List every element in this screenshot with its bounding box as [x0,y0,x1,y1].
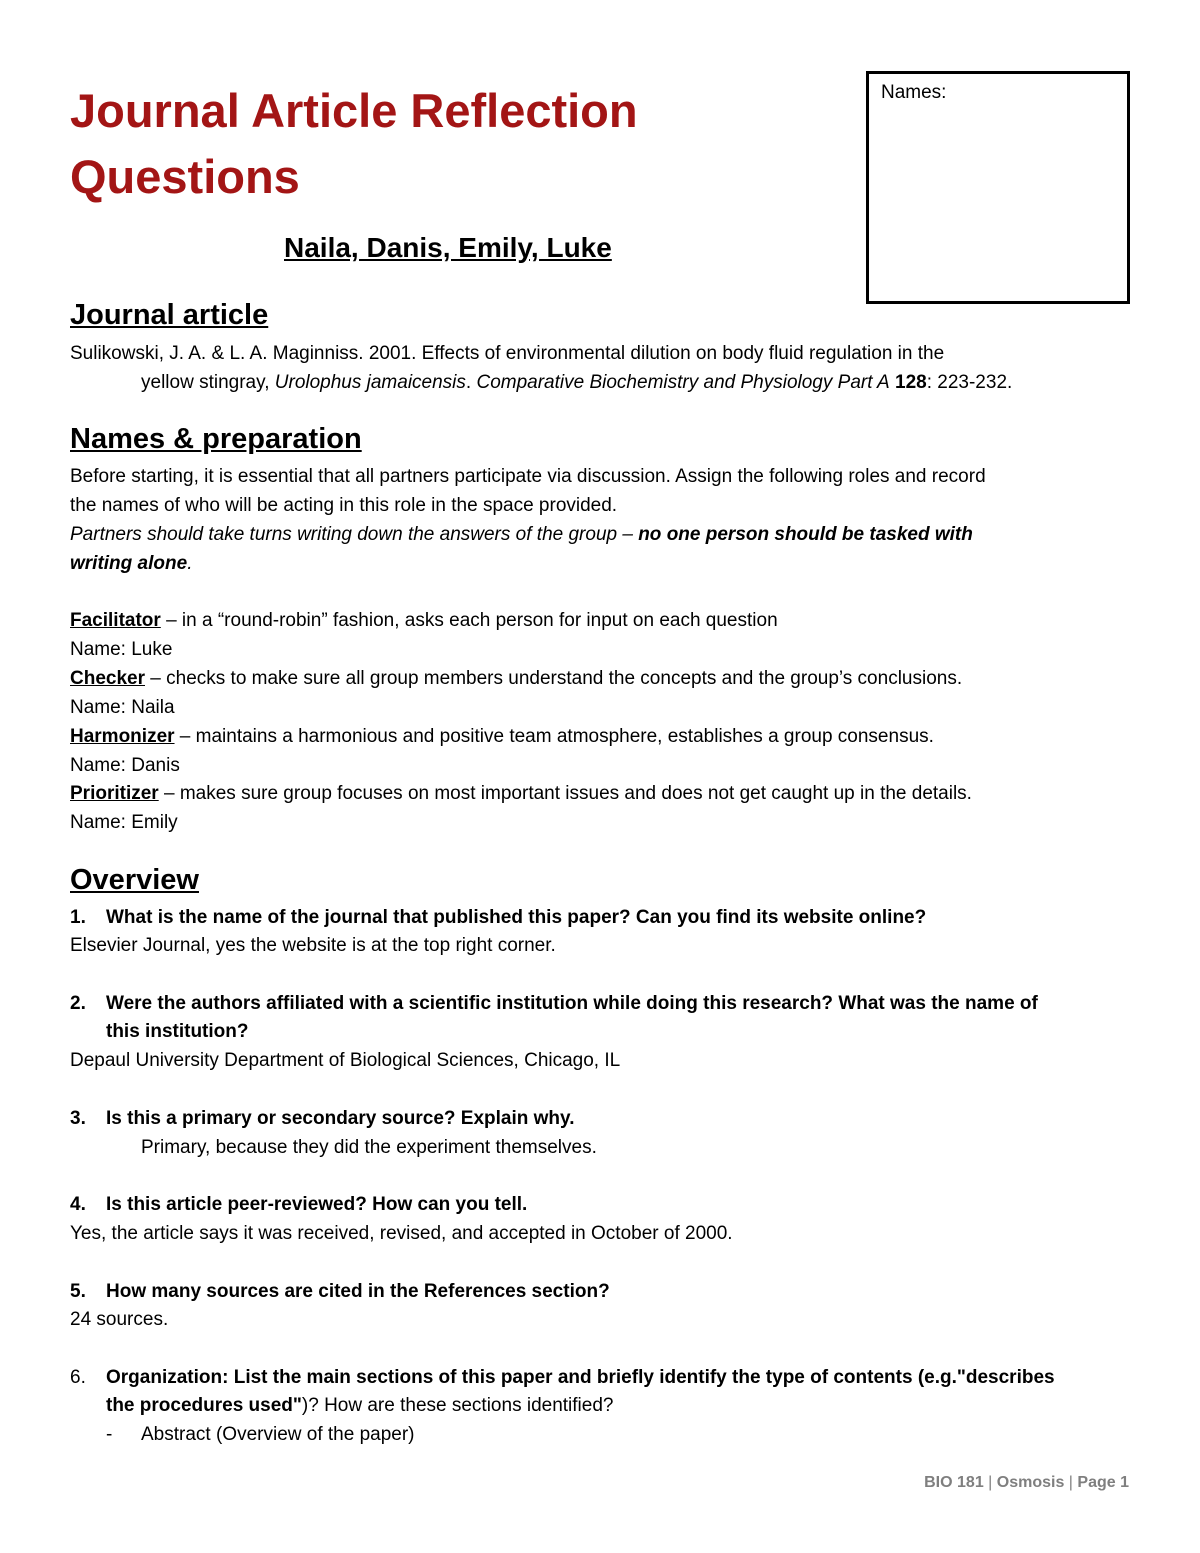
role-desc: – checks to make sure all group members understand the concepts and the group’s conclusions. [145,668,963,689]
note-line-2 [70,549,192,578]
note-end: . [187,553,193,574]
citation-prefix: yellow stingray, [141,372,275,393]
question-text: Were the authors affiliated with a scientific institution while doing this research? What was the name of [106,993,1038,1014]
footer-sep: | [983,1474,997,1491]
question-text: Organization: List the main sections of this paper and briefly identify the type of contents (e.g."describes [106,1367,1055,1388]
answer-text: Yes, the article says it was received, revised, and accepted in October of 2000. [70,1223,733,1244]
note-line-1 [70,520,973,549]
group-names: Naila, Danis, Emily, Luke [284,232,612,263]
answer-text: Primary, because they did the experiment themselves. [141,1137,597,1158]
role-prioritizer [70,779,972,808]
answer-text: Depaul University Department of Biological Sciences, Chicago, IL [70,1050,621,1071]
question-number: 5. [70,1281,86,1302]
question-number: 1. [70,907,86,928]
citation-volume: 128 [895,372,927,393]
title-line-1: Journal Article Reflection [70,84,638,137]
role-label: Facilitator [70,610,161,631]
role-desc: – makes sure group focuses on most important issues and does not get caught up in the details. [158,783,972,804]
intro-line-2: the names of who will be acting in this role in the space provided. [70,495,618,516]
names-box-label: Names: [881,82,947,103]
names-preparation-heading: Names & preparation [70,423,362,455]
title-line-2: Questions [70,150,300,203]
footer-topic: Osmosis [996,1474,1065,1491]
citation-line-1: Sulikowski, J. A. & L. A. Maginniss. 2001. Effects of environmental dilution on body fluid regulation in the [70,343,945,364]
note-italic: Partners should take turns writing down the answers of the group – [70,524,639,545]
intro-line-1: Before starting, it is essential that all partners participate via discussion. Assign the following roles and record [70,466,986,487]
names-box[interactable] [866,71,1130,304]
citation-journal: Comparative Biochemistry and Physiology Part A [476,372,890,393]
role-facilitator [70,606,778,635]
answer-text: Elsevier Journal, yes the website is at the top right corner. [70,935,556,956]
citation-mid: . [465,372,477,393]
role-desc: – maintains a harmonious and positive team atmosphere, establishes a group consensus. [174,726,934,747]
question-text: What is the name of the journal that published this paper? Can you find its website online? [106,907,927,928]
role-harmonizer-name: Name: Danis [70,755,180,776]
role-facilitator-name: Name: Luke [70,639,173,660]
role-checker-name: Name: Naila [70,697,175,718]
role-desc: – in a “round-robin” fashion, asks each person for input on each question [160,610,778,631]
role-label: Harmonizer [70,726,175,747]
citation-species: Urolophus jamaicensis [274,372,466,393]
overview-heading: Overview [70,864,199,896]
question-number: 4. [70,1194,86,1215]
question-rest: )? How are these sections identified? [301,1395,614,1416]
list-bullet: - [106,1424,113,1445]
role-label: Checker [70,668,145,689]
question-text-cont [106,1391,613,1420]
role-harmonizer [70,722,934,751]
page-title [70,78,638,210]
answer-text: 24 sources. [70,1309,169,1330]
footer-course: BIO 181 [924,1474,984,1491]
citation-line-2 [141,368,1012,397]
question-bold-part: the procedures used" [106,1395,302,1416]
footer-page: Page 1 [1077,1474,1129,1491]
question-text-cont: this institution? [106,1021,249,1042]
question-text: Is this article peer-reviewed? How can you tell. [106,1194,528,1215]
question-text: How many sources are cited in the References section? [106,1281,610,1302]
question-number: 6. [70,1367,86,1388]
role-checker [70,664,962,693]
note-bold-2: writing alone [70,553,188,574]
list-item: Abstract (Overview of the paper) [141,1424,415,1445]
journal-article-heading: Journal article [70,299,269,331]
question-text: Is this a primary or secondary source? Explain why. [106,1108,575,1129]
page-footer [924,1474,1129,1492]
citation-pages: : 223-232. [926,372,1013,393]
question-number: 3. [70,1108,86,1129]
role-prioritizer-name: Name: Emily [70,812,178,833]
note-bold: no one person should be tasked with [638,524,973,545]
question-number: 2. [70,993,86,1014]
footer-sep: | [1064,1474,1078,1491]
role-label: Prioritizer [70,783,159,804]
